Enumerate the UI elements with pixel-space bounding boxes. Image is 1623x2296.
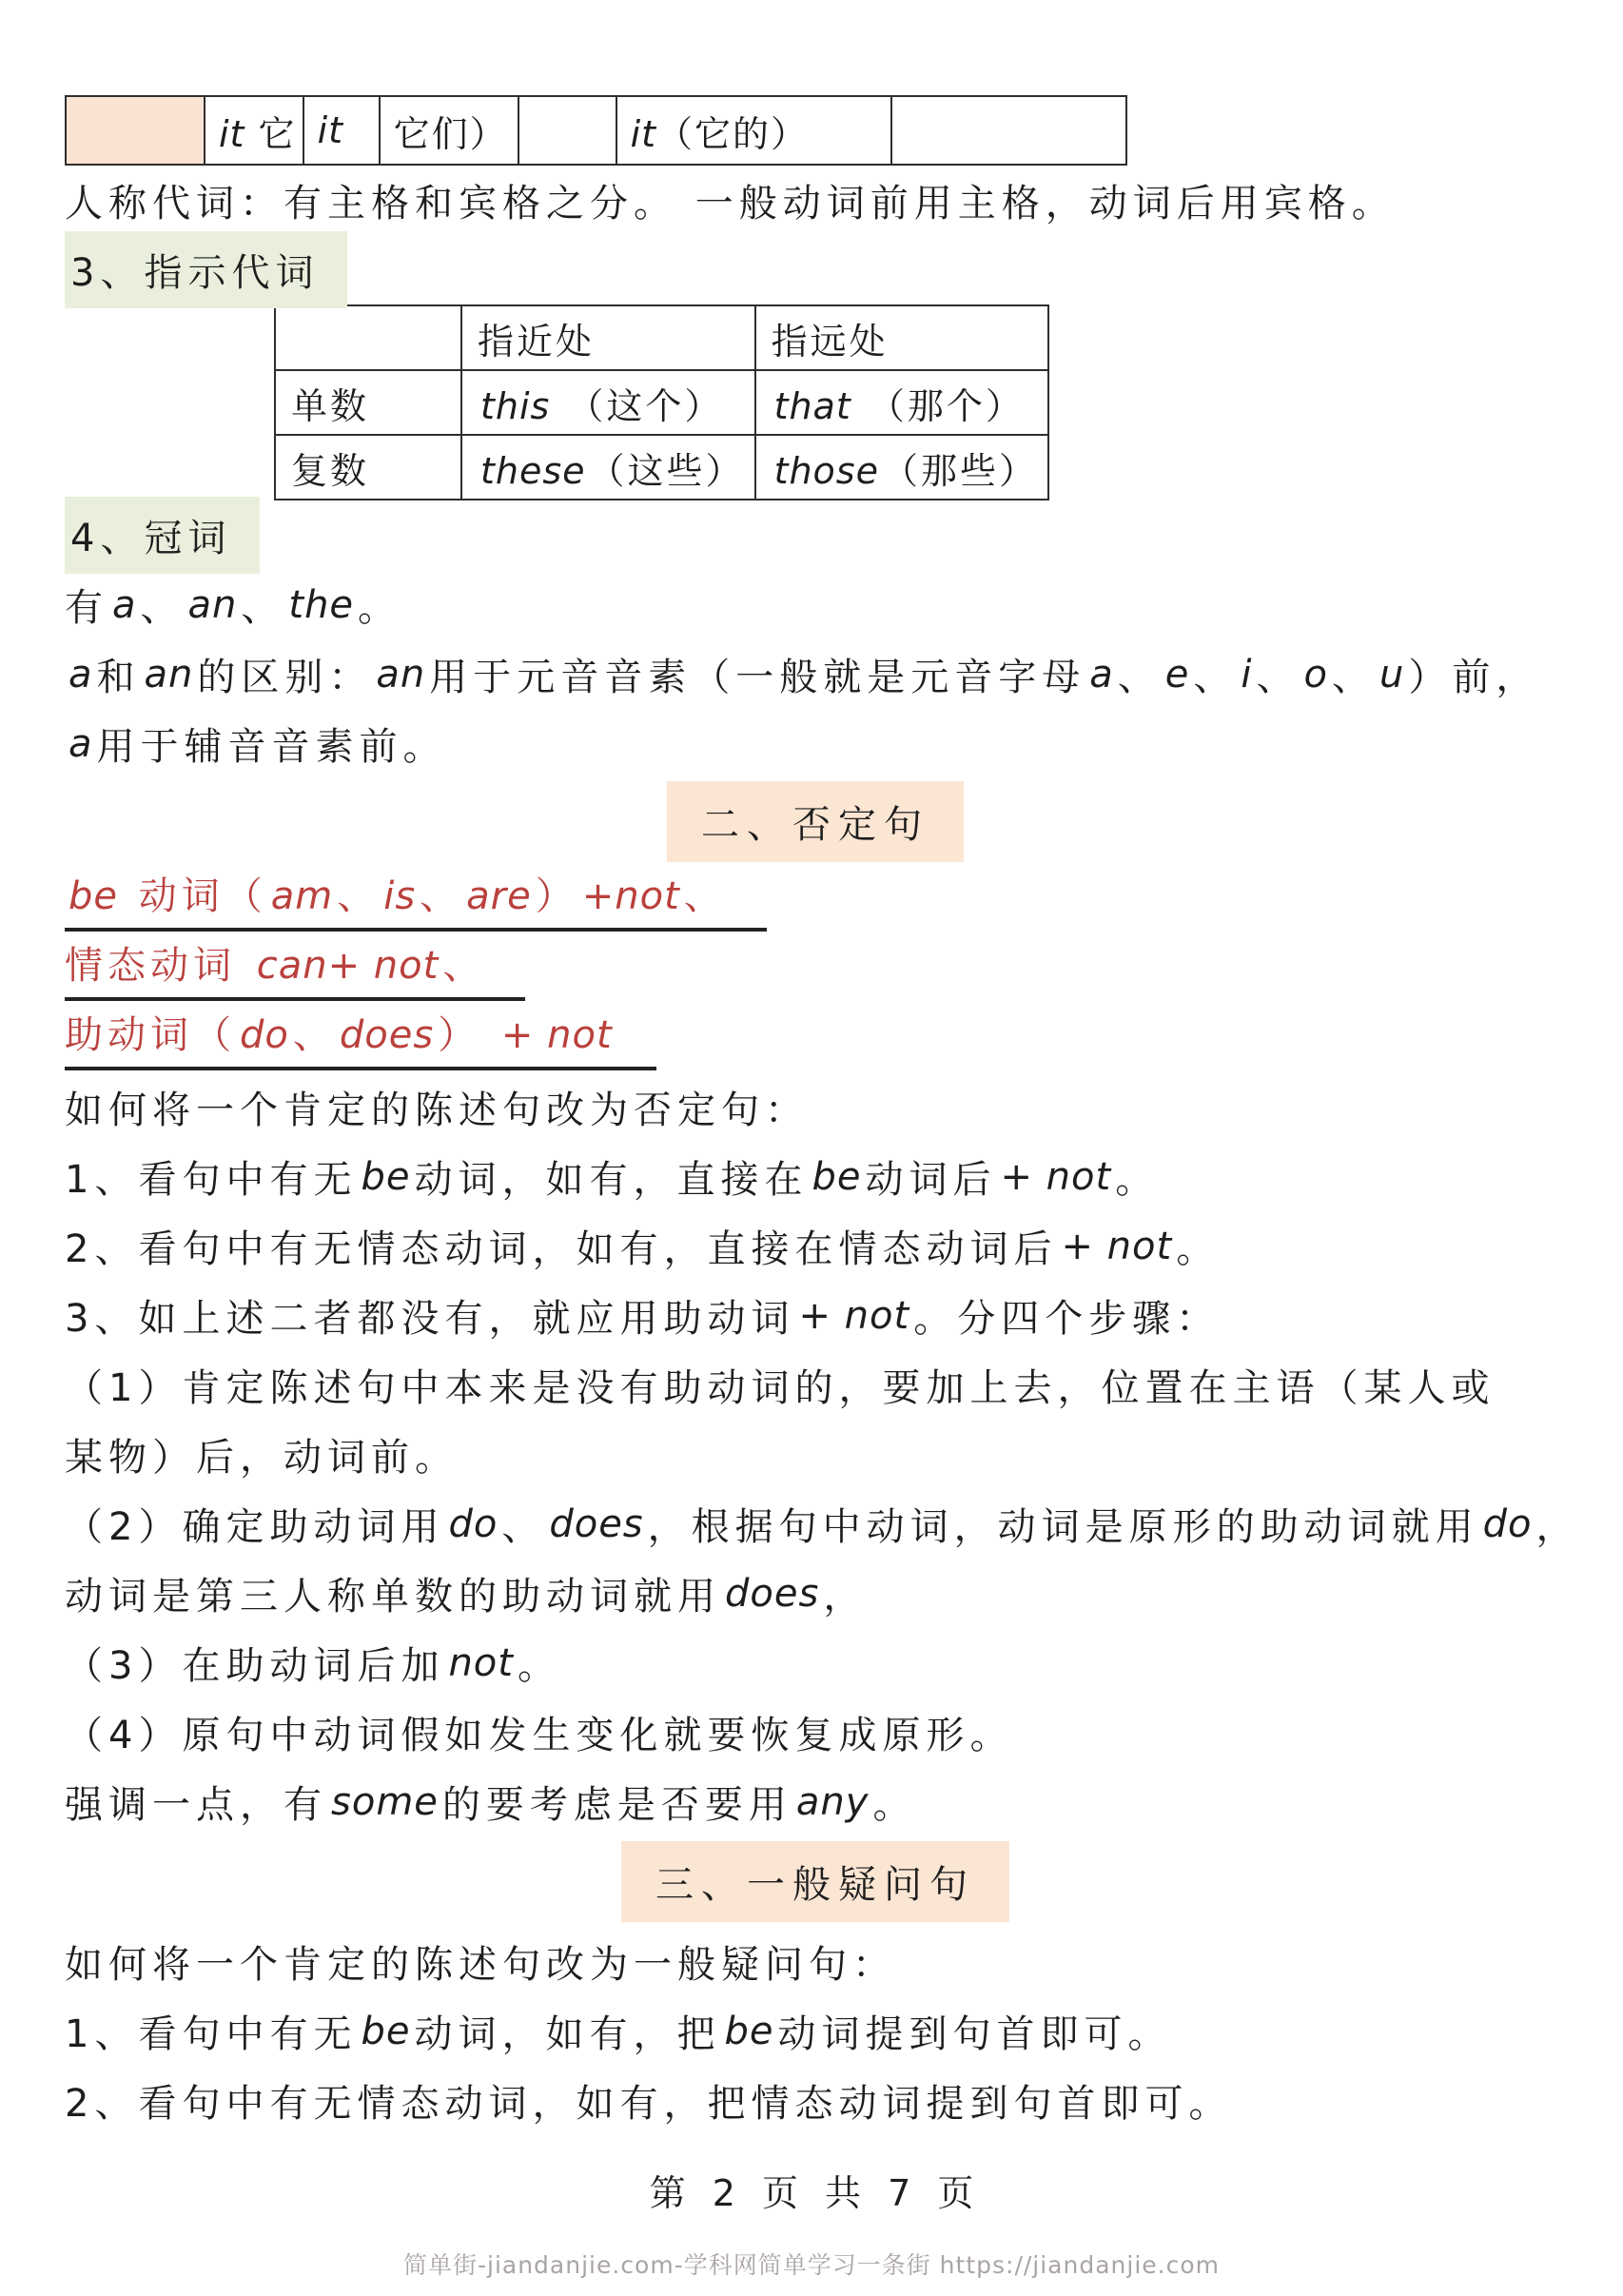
- cell-those: those（那些）: [755, 435, 1048, 500]
- negative-formula-1: [65, 864, 1566, 933]
- negative-formula-2: [65, 933, 1566, 1003]
- negative-step-2: 2、看句中有无情态动词，如有，直接在情态动词后 + not 。: [65, 1224, 1221, 1271]
- table-cell-it-subject: it 它: [205, 96, 303, 165]
- cell-these: these（这些）: [461, 435, 755, 500]
- articles-line-3: a 用于辅音音素前。: [68, 721, 447, 769]
- negative-intro: 如何将一个肯定的陈述句改为否定句：: [65, 1089, 809, 1132]
- highlighted-heading-text: 三、一般疑问句: [621, 1841, 1009, 1922]
- pronoun-table-partial-row: [65, 95, 1127, 166]
- negative-substep-1b: 某物）后，动词前。: [65, 1436, 459, 1480]
- highlighted-title-text: 4、冠词: [65, 497, 260, 574]
- negative-formula-3: [65, 1003, 1566, 1072]
- negative-substep-2b: 动词是第三人称单数的助动词就用 does ，: [65, 1571, 868, 1619]
- cell-this: this （这个）: [461, 370, 755, 435]
- table-row-singular: [275, 370, 1048, 435]
- section-negative-heading: [65, 778, 1566, 864]
- cell-that: that （那个）: [755, 370, 1048, 435]
- table-row: [66, 96, 1126, 165]
- articles-line-1: 有 a 、 an 、 the 。: [65, 582, 402, 630]
- negative-step-3: 3、如上述二者都没有，就应用助动词 + not 。分四个步骤：: [65, 1293, 1221, 1341]
- red-underlined-text: 助动词（ do 、 does ） + not: [65, 1005, 656, 1070]
- negative-substep-3: （3）在助动词后加 not 。: [65, 1640, 561, 1688]
- negative-note: 强调一点，有 some 的要考虑是否要用 any 。: [65, 1779, 917, 1827]
- header-cell-empty: [275, 305, 461, 370]
- header-cell-far: 指远处: [755, 305, 1048, 370]
- red-underlined-text: be 动词（ am 、 is 、 are ） +not 、: [65, 866, 767, 932]
- section-articles-title: [65, 500, 1566, 570]
- table-row-plural: [275, 435, 1048, 500]
- table-cell-empty: [518, 96, 616, 165]
- pronoun-note: 人称代词：有主格和宾格之分。 一般动词前用主格，动词后用宾格。: [65, 182, 1396, 226]
- page-number: 第 2 页 共 7 页: [649, 2171, 982, 2214]
- site-watermark: 简单街-jiandanjie.com-学科网简单学习一条街 https://jiandanjie.com: [402, 2251, 1220, 2279]
- highlighted-title-text: 3、指示代词: [65, 231, 347, 308]
- negative-substep-2a: （2）确定助动词用 do 、 does ，根据句中动词，动词是原形的助动词就用 do ，: [65, 1501, 1580, 1549]
- articles-line-2: a 和 an 的区别： an 用于元音音素（一般就是元音字母 a 、 e 、 i 、 o 、 u ）前，: [68, 652, 1540, 699]
- table-cell-it-object: it: [303, 96, 380, 165]
- demonstratives-table: [274, 304, 1049, 500]
- question-step-1: 1、看句中有无 be 动词，如有，把 be 动词提到句首即可。: [65, 2009, 1172, 2056]
- cell-plural-label: 复数: [275, 435, 461, 500]
- table-header-row: [275, 305, 1048, 370]
- question-step-2: 2、看句中有无情态动词，如有，把情态动词提到句首即可。: [65, 2082, 1233, 2126]
- table-cell-empty-last: [891, 96, 1126, 165]
- section-question-heading: [65, 1836, 1566, 1927]
- negative-substep-4: （4）原句中动词假如发生变化就要恢复成原形。: [65, 1714, 1014, 1757]
- negative-step-1: 1、看句中有无 be 动词，如有，直接在 be 动词后 + not 。: [65, 1154, 1160, 1202]
- table-cell-its: it（它的）: [616, 96, 891, 165]
- section-demonstratives-title: [65, 235, 1566, 304]
- document-content: [0, 95, 1623, 2215]
- table-cell-empty-peach: [66, 96, 205, 165]
- negative-substep-1a: （1）肯定陈述句中本来是没有助动词的，要加上去，位置在主语（某人或: [65, 1366, 1496, 1410]
- highlighted-heading-text: 二、否定句: [667, 781, 964, 862]
- cell-singular-label: 单数: [275, 370, 461, 435]
- header-cell-near: 指近处: [461, 305, 755, 370]
- table-cell-tamen: 它们）: [380, 96, 518, 165]
- question-intro: 如何将一个肯定的陈述句改为一般疑问句：: [65, 1943, 896, 1987]
- red-underlined-text: 情态动词 can+ not 、: [65, 935, 525, 1001]
